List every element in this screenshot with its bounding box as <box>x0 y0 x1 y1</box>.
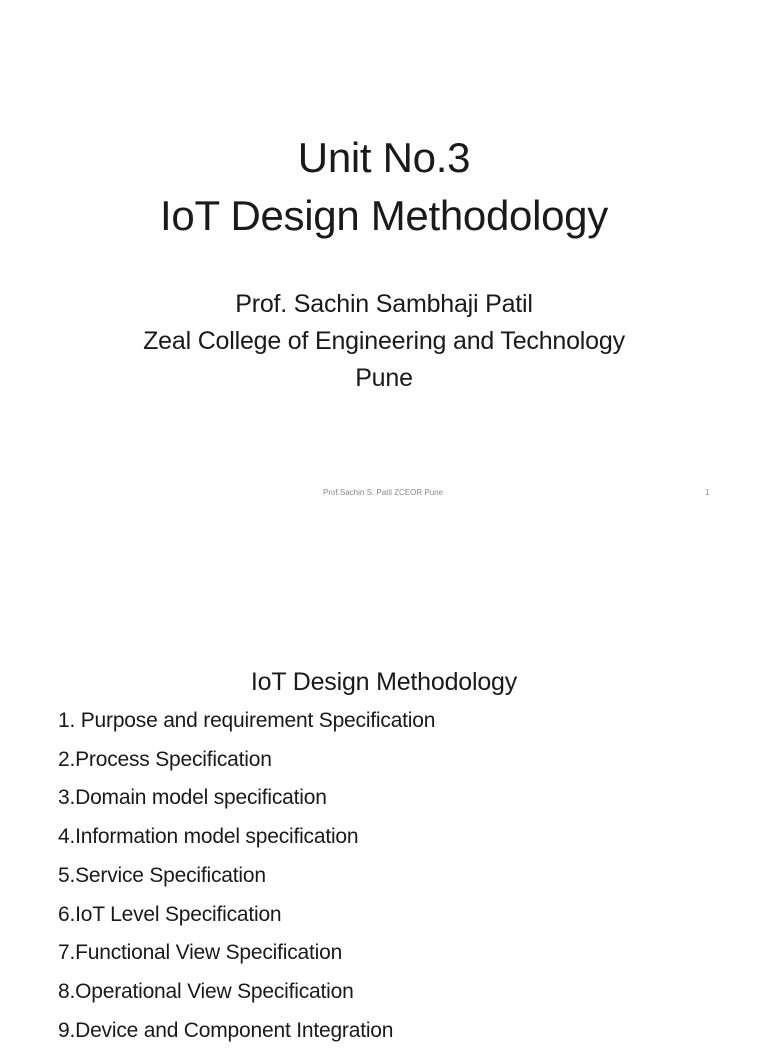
slide-number: 1 <box>705 488 710 497</box>
list-item: 7.Functional View Specification <box>58 941 343 965</box>
slide-title-line-1: Unit No.3 <box>297 134 471 181</box>
list-item: 8.Operational View Specification <box>58 979 354 1003</box>
list-item: 2.Process Specification <box>58 747 272 771</box>
list-item: 9.Device and Component Integration <box>58 1018 394 1042</box>
slide-title-line-2: IoT Design Methodology <box>160 192 608 239</box>
list-item: 5.Service Specification <box>58 863 266 887</box>
institution-name: Zeal College of Engineering and Technology <box>143 327 625 355</box>
list-item: 4.Information model specification <box>58 825 359 849</box>
slide-title: IoT Design Methodology <box>250 668 518 696</box>
list-item: 6.IoT Level Specification <box>58 902 282 926</box>
list-item: 1. Purpose and requirement Specification <box>58 709 436 732</box>
list-item: 3.Domain model specification <box>58 786 327 810</box>
slide-footer: Prof.Sachin S. Patil ZCEOR Pune <box>323 488 444 497</box>
institution-city: Pune <box>355 364 413 392</box>
methodology-list <box>58 702 435 1050</box>
author-name: Prof. Sachin Sambhaji Patil <box>235 290 533 318</box>
